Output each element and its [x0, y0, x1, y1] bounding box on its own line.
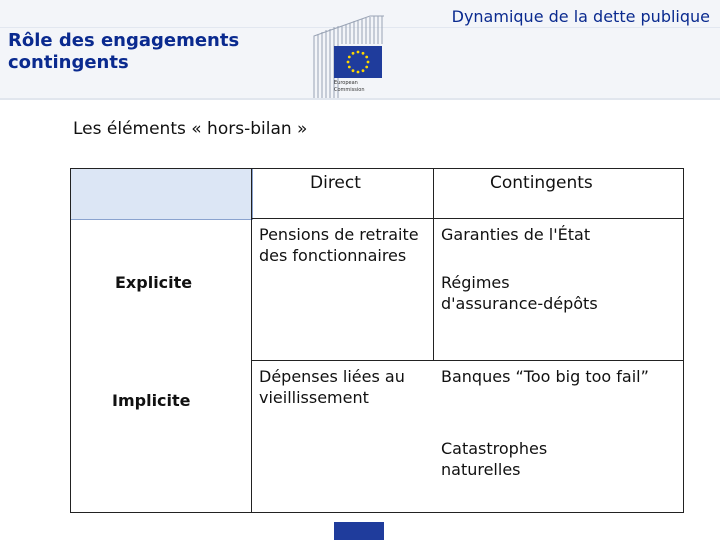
logo-line-1: European — [334, 80, 358, 86]
cell-explicite-contingents-1: Garanties de l'État — [441, 225, 591, 244]
cell-implicite-contingents-1: Banques “Too big too fail” — [441, 367, 649, 386]
cell-explicite-contingents-2: Régimes d'assurance-dépôts — [441, 273, 598, 313]
table-border-right — [683, 168, 684, 513]
cell-implicite-contingents-2: Catastrophes naturelles — [441, 439, 548, 479]
table-divider-header — [251, 218, 684, 219]
section-subtitle: Les éléments « hors-bilan » — [73, 119, 308, 139]
table-divider-row — [251, 360, 684, 361]
table-corner-cell — [70, 168, 253, 220]
cell-implicite-direct: Dépenses liées au vieillissement — [259, 367, 405, 407]
row-label-implicite: Implicite — [112, 391, 191, 410]
eu-footer-strip — [334, 522, 384, 540]
table-border-left — [70, 168, 71, 513]
row-label-explicite: Explicite — [115, 273, 193, 292]
table-divider-col2 — [433, 168, 434, 360]
slide-title: Rôle des engagements contingents — [8, 30, 240, 73]
table-border-bottom — [70, 512, 684, 513]
off-balance-sheet-table — [70, 168, 684, 513]
table-border-top — [70, 168, 684, 169]
table-divider-col1 — [251, 168, 252, 513]
column-header-contingents: Contingents — [490, 173, 593, 193]
european-commission-logo — [312, 14, 386, 100]
cell-explicite-direct: Pensions de retraite des fonctionnaires — [259, 225, 419, 265]
eu-flag-icon — [334, 46, 382, 78]
column-header-direct: Direct — [310, 173, 361, 193]
deck-title: Dynamique de la dette publique — [451, 7, 710, 26]
logo-line-2: Commission — [334, 87, 365, 93]
logo-text — [334, 80, 394, 94]
